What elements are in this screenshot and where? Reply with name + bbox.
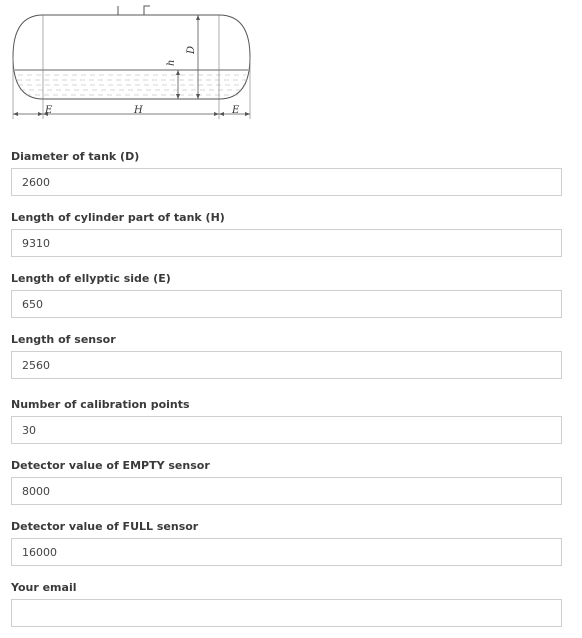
calibration-points-label: Number of calibration points: [11, 398, 190, 411]
elliptic-side-input[interactable]: [11, 290, 562, 318]
sensor-length-label: Length of sensor: [11, 333, 116, 346]
diameter-input[interactable]: [11, 168, 562, 196]
empty-sensor-input[interactable]: [11, 477, 562, 505]
calibration-points-input[interactable]: [11, 416, 562, 444]
email-input[interactable]: [11, 599, 562, 627]
cylinder-length-label: Length of cylinder part of tank (H): [11, 211, 225, 224]
dim-label-d: D: [186, 45, 197, 54]
full-sensor-label: Detector value of FULL sensor: [11, 520, 199, 533]
dim-label-e-right: E: [232, 105, 240, 116]
inlet-pipe: [118, 6, 150, 15]
diameter-label: Diameter of tank (D): [11, 150, 140, 163]
cylinder-length-input[interactable]: [11, 229, 562, 257]
sensor-length-input[interactable]: [11, 351, 562, 379]
email-label: Your email: [11, 581, 77, 594]
dim-label-e-left: E: [45, 105, 53, 116]
dim-label-h-level: h: [166, 59, 177, 66]
tank-diagram: [10, 4, 260, 122]
dim-label-h-length: H: [134, 105, 143, 116]
empty-sensor-label: Detector value of EMPTY sensor: [11, 459, 210, 472]
elliptic-side-label: Length of ellyptic side (E): [11, 272, 171, 285]
full-sensor-input[interactable]: [11, 538, 562, 566]
tank-outline: [13, 15, 250, 99]
